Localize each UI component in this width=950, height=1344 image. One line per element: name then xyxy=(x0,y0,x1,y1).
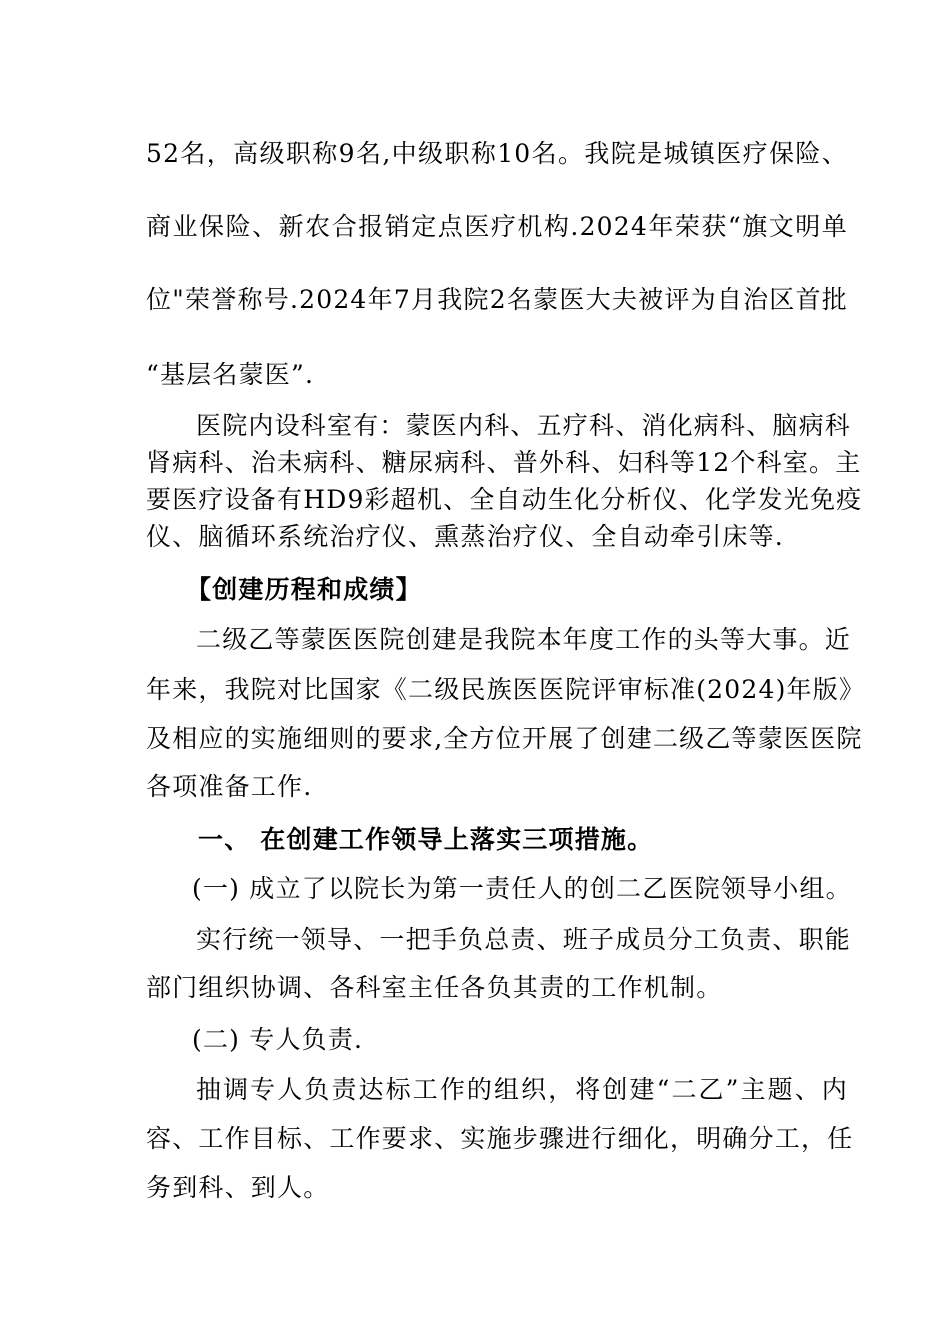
paragraph-1-line-3: 位"荣誉称号.2024年7月我院2名蒙医大夫被评为自治区首批 xyxy=(146,285,848,314)
paragraph-4-line-2: 部门组织协调、各科室主任各负其责的工作机制。 xyxy=(146,973,723,1002)
paragraph-3-line-4: 各项准备工作. xyxy=(146,772,313,801)
paragraph-3-line-1: 二级乙等蒙医医院创建是我院本年度工作的头等大事。近 xyxy=(196,625,852,654)
paragraph-3-line-2: 年来，我院对比国家《二级民族医医院评审标准(2024)年版》 xyxy=(146,675,866,704)
paragraph-3-line-3: 及相应的实施细则的要求,全方位开展了创建二级乙等蒙医医院 xyxy=(146,724,863,753)
paragraph-2-line-1: 医院内设科室有：蒙医内科、五疗科、消化病科、脑病科 xyxy=(196,411,852,440)
paragraph-4-line-1: 实行统一领导、一把手负总责、班子成员分工负责、职能 xyxy=(196,925,852,954)
paragraph-2-line-3: 要医疗设备有HD9彩超机、全自动生化分析仪、化学发光免疫 xyxy=(146,485,863,514)
item-2: (二) 专人负责. xyxy=(192,1025,364,1054)
paragraph-2-line-4: 仪、脑循环系统治疗仪、熏蒸治疗仪、全自动牵引床等. xyxy=(146,522,784,551)
section-heading: 【创建历程和成绩】 xyxy=(186,575,422,604)
paragraph-2-line-2: 肾病科、治未病科、糖尿病科、普外科、妇科等12个科室。主 xyxy=(146,448,862,477)
paragraph-1-line-2: 商业保险、新农合报销定点医疗机构.2024年荣获“旗文明单 xyxy=(146,212,848,241)
paragraph-5-line-1: 抽调专人负责达标工作的组织，将创建“二乙”主题、内 xyxy=(196,1075,848,1104)
item-1: (一) 成立了以院长为第一责任人的创二乙医院领导小组。 xyxy=(192,874,852,903)
paragraph-5-line-2: 容、工作目标、工作要求、实施步骤进行细化，明确分工，任 xyxy=(146,1124,854,1153)
paragraph-1-line-4: “基层名蒙医”. xyxy=(146,360,315,389)
paragraph-5-line-3: 务到科、到人。 xyxy=(146,1173,330,1202)
section-1-heading: 一、 在创建工作领导上落实三项措施。 xyxy=(198,825,654,854)
paragraph-1-line-1: 52名，高级职称9名,中级职称10名。我院是城镇医疗保险、 xyxy=(146,139,848,168)
